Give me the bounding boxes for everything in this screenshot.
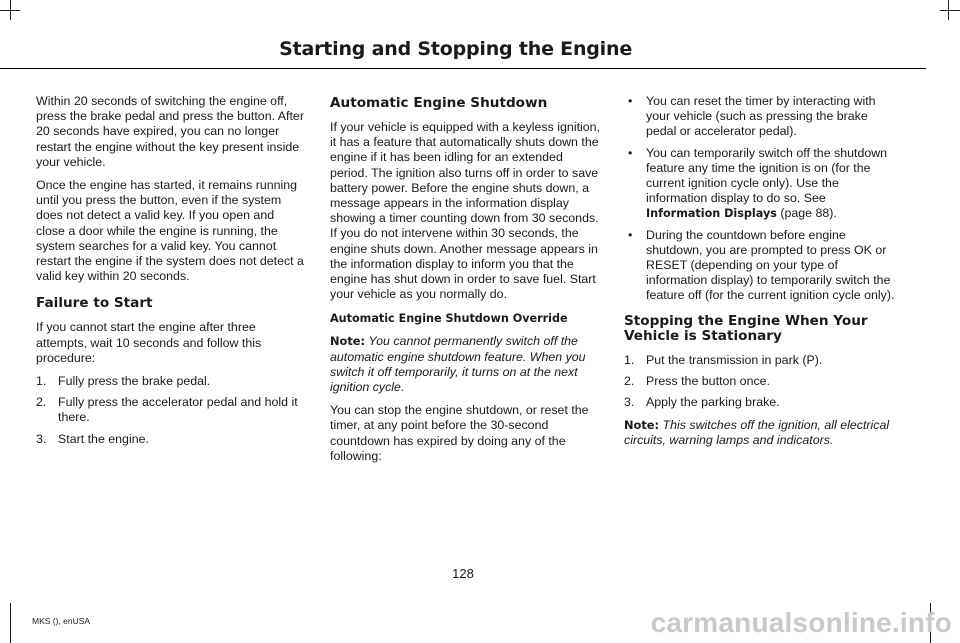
crop-mark-tr-v xyxy=(948,0,949,20)
column-1 xyxy=(36,94,304,455)
list-item: 3. Start the engine. xyxy=(36,431,149,446)
column-2 xyxy=(330,94,600,472)
paragraph-stop-shutdown: You can stop the engine shutdown, or reset the timer, at any point before the 30-second countdown has expired by doing any of the following: xyxy=(330,403,589,463)
paragraph-auto-shutdown: If your vehicle is equipped with a keyless ignition, it has a feature that automatically shuts down the engine if it has been idling for an extended period. The ignition also turns off in order to save battery power. Before the engine shuts down, a message appears in the information display showing a timer counting down from 30 seconds. If you do not intervene within 30 seconds, the engine shuts down. Another message appears in the information display to inform you that the engine has shut down in order to save fuel. Start your vehicle as you normally do. xyxy=(330,120,600,302)
list-item: • You can temporarily switch off the shutdown feature any time the ignition is on (for the current ignition cycle only). Use the information display to do so. See Information Displays (page 88). xyxy=(628,145,888,221)
heading-shutdown-override: Automatic Engine Shutdown Override xyxy=(330,312,568,326)
paragraph-running: Once the engine has started, it remains running until you press the button, even if the system does not detect a valid key. If you open and close a door while the engine is running, the system searches for a valid key. You cannot restart the engine if the system does not detect a valid key within 20 seconds. xyxy=(36,178,304,284)
crop-mark-tl-v xyxy=(10,0,11,20)
list-item: 1. Fully press the brake pedal. xyxy=(36,374,211,389)
stopping-steps-list xyxy=(624,353,896,411)
note-override: Note: You cannot permanently switch off the automatic engine shutdown feature. When you switch it off temporarily, it turns on at the next ignition cycle. xyxy=(330,334,586,395)
shutdown-options-list xyxy=(624,94,896,304)
list-item: • You can reset the timer by interacting with your vehicle (such as pressing the brake pedal or accelerator pedal). xyxy=(628,94,876,139)
list-item: 1. Put the transmission in park (P). xyxy=(624,352,823,367)
list-item: 2. Press the button once. xyxy=(624,373,770,388)
note-stopping: Note: This switches off the ignition, all electrical circuits, warning lamps and indicators. xyxy=(624,418,890,448)
heading-failure-to-start: Failure to Start xyxy=(36,295,153,312)
header-rule xyxy=(0,68,926,69)
watermark: carmanualsonline.info xyxy=(650,607,952,638)
paragraph-failure: If you cannot start the engine after three attempts, wait 10 seconds and follow this procedure: xyxy=(36,320,262,365)
paragraph-restart: Within 20 seconds of switching the engine off, press the brake pedal and press the button. After 20 seconds have expired, you can no longer restart the engine without the key present inside your vehicle. xyxy=(36,94,304,169)
page-title: Starting and Stopping the Engine xyxy=(279,38,632,60)
column-3 xyxy=(624,94,896,457)
document-id: MKS (), enUSA xyxy=(32,616,91,626)
crop-mark-tr-h xyxy=(940,10,960,11)
crop-mark-bl-v xyxy=(10,603,11,643)
page-number: 128 xyxy=(452,566,474,581)
list-item: 3. Apply the parking brake. xyxy=(624,395,780,410)
information-displays-link[interactable]: Information Displays xyxy=(646,207,777,221)
heading-automatic-engine-shutdown: Automatic Engine Shutdown xyxy=(330,95,548,111)
failure-steps-list xyxy=(36,374,304,447)
list-item: • During the countdown before engine shutdown, you are prompted to press OK or RESET (depending on your type of information display) to temporarily switch the feature off (for the current ignition cycle only). xyxy=(628,227,895,303)
heading-stopping-engine: Stopping the Engine When Your Vehicle is Stationary xyxy=(624,312,868,344)
list-item: 2. Fully press the accelerator pedal and hold it there. xyxy=(36,395,298,425)
